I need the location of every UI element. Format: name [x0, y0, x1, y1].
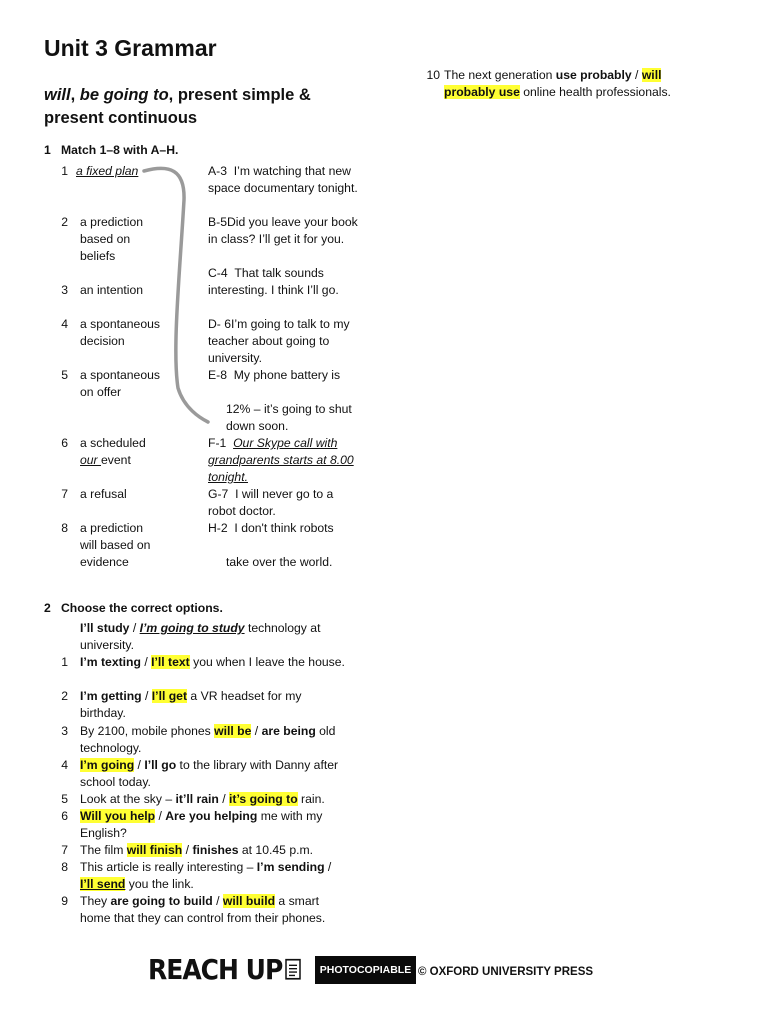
right-item: [208, 316, 366, 367]
item-rest: online health professionals.: [519, 85, 671, 99]
option-a-highlighted: will finish: [126, 843, 183, 857]
option-separator: /: [155, 809, 166, 823]
item-rest: rain.: [297, 792, 325, 806]
right-item-text: Did you leave your book in class? I’ll get it for you.: [208, 215, 358, 246]
exercise-item: [80, 893, 350, 927]
right-item-text: take over the world.: [226, 555, 333, 569]
option-b: finishes: [192, 843, 239, 857]
reach-up-logo: [148, 953, 304, 987]
item-number: 9: [61, 894, 68, 908]
right-item-text: My phone battery is: [233, 368, 341, 382]
left-item-text: an intention: [80, 283, 144, 297]
option-b-highlighted: I’ll get: [151, 689, 188, 703]
oxford-press-text: © OXFORD UNIVERSITY PRESS: [418, 966, 594, 978]
option-separator: /: [251, 724, 262, 738]
item-rest: a smart home that they can control from their phones.: [80, 894, 326, 925]
right-item: [208, 214, 368, 248]
item-rest: to the library with Danny after school today.: [80, 758, 339, 789]
item-number: 1: [61, 655, 68, 669]
right-item-label: D- 6: [208, 317, 232, 331]
right-item-label: B-5: [208, 215, 227, 229]
item-pre: The next generation: [444, 68, 556, 82]
option-b: are being: [261, 724, 316, 738]
right-item-label: H-2: [208, 521, 228, 535]
option-separator: /: [182, 843, 193, 857]
exercise-item: [444, 67, 704, 101]
left-item-text: a fixed plan: [76, 164, 139, 178]
subtitle-rest: , present simple & present continuous: [44, 86, 311, 127]
item-pre: The film: [80, 843, 127, 857]
item-rest: you the link.: [125, 877, 194, 891]
option-a: I’ll study: [80, 621, 130, 635]
right-item: [208, 163, 368, 197]
option-b-highlighted: it’s going to: [229, 792, 298, 806]
right-item: [208, 520, 368, 537]
exercise-item: [80, 791, 365, 808]
option-separator: /: [140, 655, 152, 669]
item-number: 1: [61, 164, 68, 178]
option-b-highlighted: I’ll send: [80, 877, 126, 891]
item-rest: technology at university.: [80, 621, 321, 652]
item-rest: you when I leave the house.: [189, 655, 345, 669]
photocopiable-badge: PHOTOCOPIABLE: [315, 956, 416, 984]
left-item-post: event: [101, 453, 131, 467]
item-number: 2: [61, 689, 68, 703]
item-number: 5: [61, 368, 68, 382]
right-item: [208, 435, 368, 486]
right-item-label: F-1: [208, 436, 227, 450]
item-rest: a VR headset for my birthday.: [80, 689, 302, 720]
exercise-1-heading: Match 1–8 with A–H.: [61, 143, 179, 157]
option-a: I’m sending: [256, 860, 325, 874]
option-b-highlighted: will build: [222, 894, 276, 908]
document-icon: [284, 956, 304, 981]
right-item-text: I will never go to a robot doctor.: [208, 487, 334, 518]
option-b: I’m going to study: [139, 621, 245, 635]
item-rest: me with my English?: [80, 809, 323, 840]
exercise-item: [80, 654, 355, 671]
exercise-item: [80, 723, 360, 757]
option-a: are going to build: [110, 894, 213, 908]
item-number: 4: [61, 317, 68, 331]
right-item-label: A-3: [208, 164, 227, 178]
subtitle-be-going-to: be going to: [79, 86, 169, 104]
option-a-highlighted: will be: [214, 724, 252, 738]
left-item-text: a prediction will based on evidence: [80, 521, 151, 569]
subtitle-comma: ,: [70, 86, 80, 104]
exercise-2-number: 2: [44, 601, 51, 615]
item-rest: at 10.45 p.m.: [238, 843, 314, 857]
option-a: I’m getting: [80, 689, 142, 703]
option-b: Are you helping: [165, 809, 258, 823]
item-number: 8: [61, 860, 68, 874]
item-number: 5: [61, 792, 68, 806]
right-item-text: That talk sounds interesting. I think I’ll go.: [208, 266, 339, 297]
option-b-highlighted: I’ll text: [151, 655, 190, 669]
right-item-label: G-7: [208, 487, 229, 501]
option-b-highlighted: will probably use: [444, 68, 662, 99]
option-a-highlighted: Will you help: [80, 809, 156, 823]
item-number: 2: [61, 215, 68, 229]
item-number: 10: [426, 68, 440, 82]
option-separator: /: [631, 68, 642, 82]
item-rest: old technology.: [80, 724, 336, 755]
right-item-text: I don't think robots: [234, 521, 334, 535]
right-item: [208, 265, 358, 299]
right-item-label: E-8: [208, 368, 227, 382]
right-item: [208, 486, 358, 520]
option-separator: /: [212, 894, 223, 908]
option-a: it’ll rain: [175, 792, 219, 806]
item-pre: This article is really interesting –: [80, 860, 257, 874]
item-number: 6: [61, 809, 68, 823]
option-separator: /: [134, 758, 145, 772]
item-number: 3: [61, 724, 68, 738]
left-item-text: a prediction based on beliefs: [80, 215, 144, 263]
exercise-item: [80, 859, 355, 893]
option-b: I’ll go: [144, 758, 177, 772]
right-item-text: I’m watching that new space documentary tonight.: [208, 164, 358, 195]
exercise-item: [80, 757, 360, 791]
exercise-item: [80, 688, 342, 722]
exercise-item: [80, 842, 365, 859]
option-separator: /: [218, 792, 230, 806]
left-item-pre: a scheduled: [80, 436, 146, 450]
option-a-highlighted: I’m going: [80, 758, 135, 772]
item-pre: They: [80, 894, 111, 908]
right-item-text: 12% – it’s going to shut down soon.: [226, 402, 352, 433]
page-subtitle: [44, 84, 364, 130]
option-separator: /: [129, 621, 140, 635]
left-item-underlined: our: [80, 453, 102, 467]
left-item-text: [80, 435, 160, 469]
example-item: [80, 620, 355, 654]
item-number: 7: [61, 487, 68, 501]
item-number: 8: [61, 521, 68, 535]
left-item-text: a spontaneous decision: [80, 317, 160, 348]
item-number: 7: [61, 843, 68, 857]
item-number: 4: [61, 758, 68, 772]
option-a: I’m texting: [80, 655, 141, 669]
right-item: [208, 367, 368, 384]
exercise-1-number: 1: [44, 143, 51, 157]
exercise-2-heading: Choose the correct options.: [61, 601, 223, 615]
option-separator: /: [324, 860, 332, 874]
logo-text: REACH UP: [148, 953, 283, 986]
right-item-label: C-4: [208, 266, 228, 280]
page-title: Unit 3 Grammar: [44, 35, 217, 61]
right-item-text: Our Skype call with grandparents starts at 8.00 tonight.: [208, 436, 354, 484]
item-pre: By 2100, mobile phones: [80, 724, 215, 738]
item-number: 3: [61, 283, 68, 297]
option-a: use probably: [555, 68, 632, 82]
left-item-text: a refusal: [80, 487, 127, 501]
subtitle-will: will: [44, 86, 71, 104]
item-number: 6: [61, 436, 68, 450]
exercise-item: [80, 808, 360, 842]
option-separator: /: [141, 689, 152, 703]
left-item-text: a spontaneous on offer: [80, 368, 160, 399]
right-item-text: I’m going to talk to my teacher about going to university.: [208, 317, 350, 365]
item-pre: Look at the sky –: [80, 792, 176, 806]
